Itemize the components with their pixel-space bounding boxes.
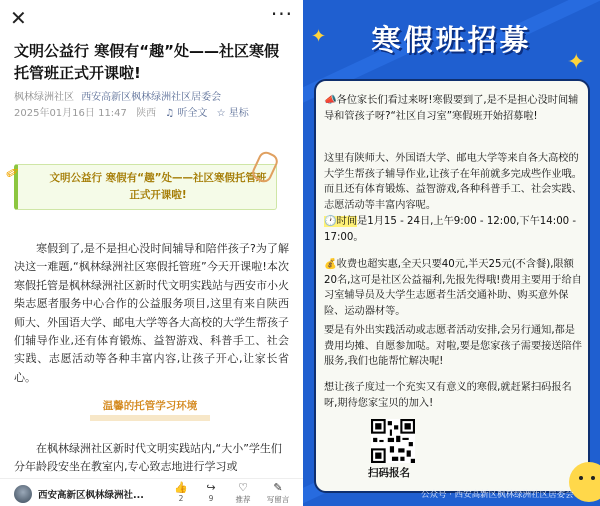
section-heading: 温馨的托管学习环境 xyxy=(90,396,210,421)
avatar[interactable] xyxy=(14,485,32,503)
recommend-icon: ♡ xyxy=(238,481,248,494)
recommend-button[interactable]: ♡ 推荐 xyxy=(230,482,256,505)
org-name[interactable]: 西安高新区枫林绿洲社区居委会 xyxy=(81,92,222,103)
close-icon[interactable]: ✕ xyxy=(10,6,27,30)
publish-date: 2025年01月16日 11:47 xyxy=(14,108,127,119)
share-icon: ↪ xyxy=(206,481,216,494)
top-bar xyxy=(0,0,303,34)
listen-button[interactable]: ♫ 听全文 xyxy=(165,108,208,119)
pencil-icon: ✏ xyxy=(2,160,24,185)
poster-cta: 想让孩子度过一个充实又有意义的寒假,就赶紧扫码报名呀,期待您家宝贝的加入! xyxy=(324,382,572,409)
like-icon: 👍 xyxy=(174,481,188,494)
qr-caption: 扫码报名 xyxy=(368,467,410,479)
article-paragraph: 寒假到了,是不是担心没时间辅导和陪伴孩子?为了解决这一难题,“枫林绿洲社区寒假托管班”今天开课啦!本次寒假托管是枫林绿洲社区新时代文明实践站与西安市小火柴志愿者服务中心合作的公益服务项目,这里有来自陕西师大、外国语大学、邮电大学等各大高校的大学生帮孩子们辅导作业,还有体育锻炼、益智游戏、科普手工、社会实践、志愿活动等各种丰富内容,让孩子开心,让家长省心。 xyxy=(14,242,289,384)
poster-image xyxy=(303,0,600,506)
article-paragraph-2: 在枫林绿洲社区新时代文明实践站内,“大小”学生们分年龄段安坐在教室内,专心致志地进行学习或 xyxy=(14,442,282,474)
star-button[interactable]: ☆ 星标 xyxy=(216,108,249,119)
author-name[interactable]: 西安高新区枫林绿洲社... xyxy=(38,490,144,501)
share-button[interactable]: ↪ 9 xyxy=(198,482,224,503)
comment-button[interactable]: ✎ 写留言 xyxy=(262,482,294,505)
watermark: 公众号 · 西安高新区枫林绿洲社区居委会 xyxy=(421,490,574,500)
article-title: 文明公益行 寒假有“趣”处——社区寒假托管班正式开课啦! xyxy=(14,42,279,82)
article-meta xyxy=(14,88,221,103)
poster-description: 这里有陕师大、外国语大学、邮电大学等来自各大高校的大学生帮孩子辅导作业,让孩子在年前就多完成些作业哦。而且还有体育锻炼、益智游戏,各种科普手工、社会实践、志愿活动等丰富内容呢。 xyxy=(324,153,582,211)
title-card xyxy=(2,160,277,210)
more-icon[interactable]: ··· xyxy=(270,2,293,26)
location: 陕西 xyxy=(136,108,157,119)
poster-activities: 要是有外出实践活动或志愿者活动安排,会另行通知,都是费用均摊、自愿参加哒。对啦,要是您家孩子需要接送陪伴服务,我们也能帮忙解决呢! xyxy=(324,325,582,368)
article-meta-2 xyxy=(14,104,249,119)
like-button[interactable]: 👍 2 xyxy=(168,482,194,503)
poster-content xyxy=(314,79,590,493)
sparkle-icon: ✦ xyxy=(311,26,327,47)
qr-code[interactable] xyxy=(371,419,415,463)
headphone-icon: ♫ xyxy=(165,108,175,119)
poster-intro: 📣各位家长们看过来呀!寒假要到了,是不是担心没时间辅导和管孩子呀?“社区自习室”寒假班开始招募啦! xyxy=(324,95,579,122)
poster-fee: 💰收费也超实惠,全天只要40元,半天25元(不含餐),限额20名,这可是社区公益福利,先报先得哦!费用主要用于给自习室辅导员及大学生志愿者生活交通补助、购买意外保险、运动器材等。 xyxy=(324,259,582,317)
sparkle-icon: ✦ xyxy=(567,50,586,75)
poster-time: 🕐时间是1月15 - 24日,上午9:00 - 12:00,下午14:00 - 17:00。 xyxy=(324,216,577,243)
bottom-bar xyxy=(0,478,303,506)
star-icon: ☆ xyxy=(216,108,226,119)
comment-icon: ✎ xyxy=(273,481,283,494)
account-name[interactable]: 枫林绿洲社区 xyxy=(14,92,74,103)
card-text: 文明公益行 寒假有“趣”处——社区寒假托管班正式开课啦! xyxy=(49,172,267,201)
poster-title: 寒假班招募 xyxy=(371,23,532,57)
